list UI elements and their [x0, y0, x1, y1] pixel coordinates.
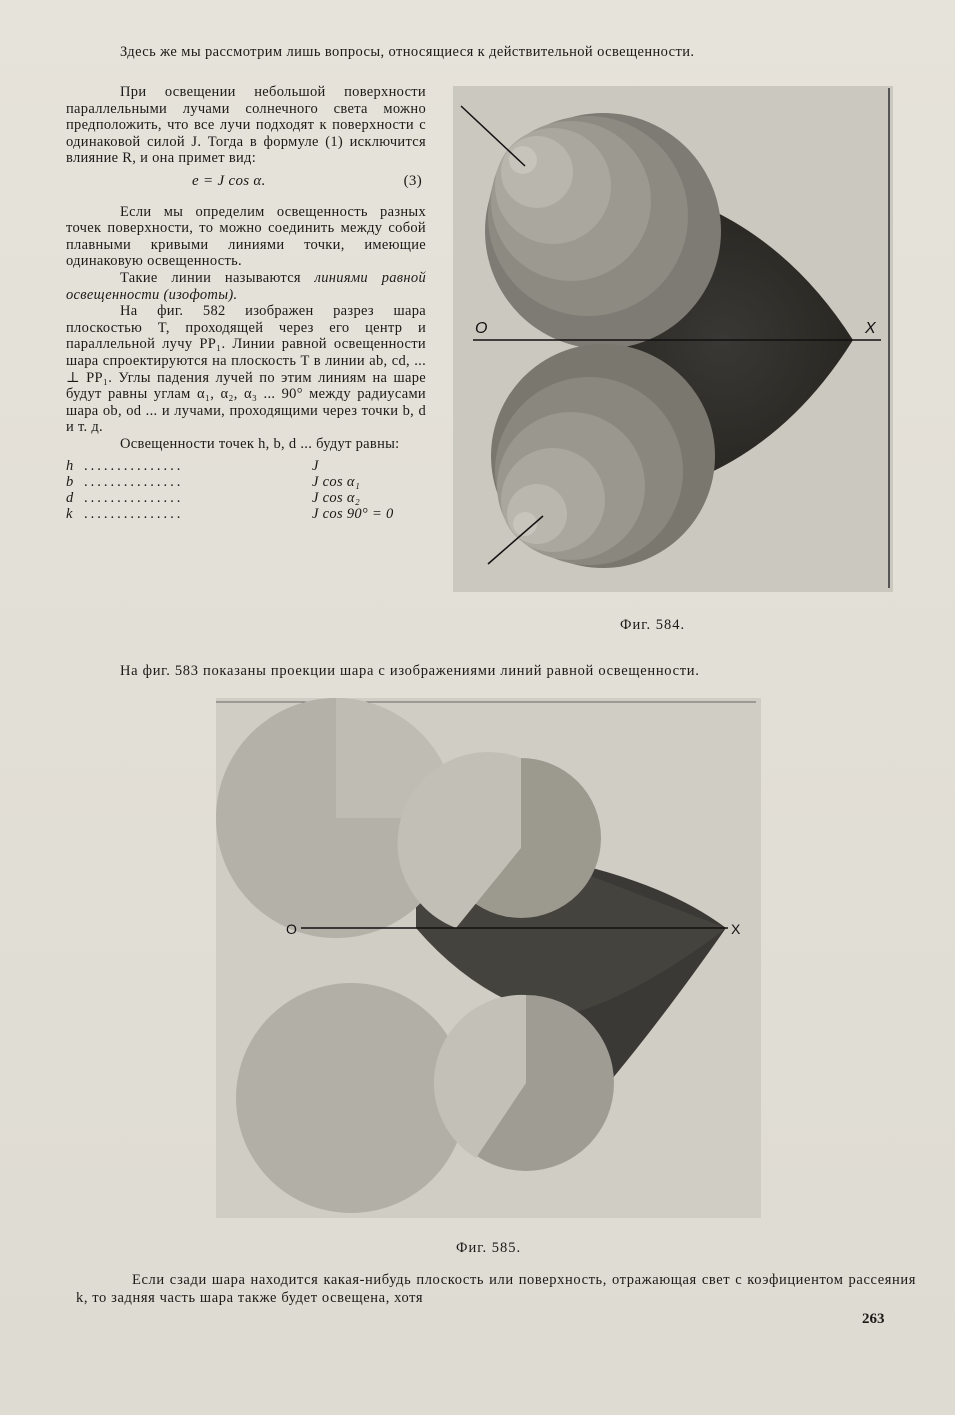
value-label: h — [66, 458, 74, 475]
figure-583-text: На фиг. 583 показаны проекции шара с изображениями линий равной освещенности. — [120, 663, 700, 679]
value-row — [66, 506, 426, 522]
figure-585 — [216, 698, 761, 1218]
figure-584 — [453, 86, 893, 592]
isophote-lead: Такие линии называются — [120, 269, 315, 286]
value-expression: J — [312, 458, 319, 475]
page-number: 263 — [862, 1311, 885, 1327]
axis-label-o: O — [475, 320, 488, 337]
value-expression: J cos α₂ — [312, 490, 361, 507]
isophote-term: линиями равной освещенности — [66, 269, 426, 303]
formula-3 — [66, 173, 426, 190]
paragraph-fig582: На фиг. 582 изображен разрез шара плоскостью T, проходящей через его центр и параллельной лучу PP₁. Линии равной освещенности шара спроектируются на плоскость T в линии ab, cd, ... ⊥ PP₁. Углы падения лучей по этим линиям на шаре будут равны углам α₁, α₂, α₃ ... 90° между радиусами шара ob, od ... и лучами, проходящими через точки b, d и т. д. — [66, 303, 426, 436]
value-label: b — [66, 474, 74, 491]
value-dots: ............... — [84, 474, 184, 491]
value-label: k — [66, 506, 73, 523]
formula-expression: e = J cos α. — [192, 172, 266, 189]
axis-label-o: O — [286, 921, 297, 937]
value-dots: ............... — [84, 506, 184, 523]
value-row — [66, 474, 426, 490]
figure-585-caption: Фиг. 585. — [456, 1240, 522, 1256]
value-expression: J cos 90° = 0 — [312, 506, 394, 523]
value-dots: ............... — [84, 490, 184, 507]
illumination-values — [66, 458, 426, 522]
axis-label-x: X — [731, 921, 741, 937]
isophote-paren: (изофоты). — [159, 286, 238, 303]
intro-text: Здесь же мы рассмотрим лишь вопросы, относящиеся к действительной освещенности. — [120, 44, 695, 60]
paragraph-curves: Если мы определим освещенность разных точек поверхности, то можно соединить между собой плавными кривыми линиями точки, имеющие одинаковую освещенность. — [66, 203, 426, 270]
bottom-text: Если сзади шара находится какая-нибудь плоскость или поверхность, отражающая свет с коэфициентом рассеяния k, то задняя часть шара также будет освещена, хотя — [76, 1272, 916, 1306]
axis-label-x: X — [865, 320, 876, 337]
paragraph-values-intro: Освещенности точек h, b, d ... будут равны: — [120, 435, 400, 452]
intro-paragraph — [66, 44, 891, 61]
value-row — [66, 458, 426, 474]
value-row — [66, 490, 426, 506]
figure-584-caption: Фиг. 584. — [620, 617, 686, 633]
paragraph-illumination: При освещении небольшой поверхности параллельными лучами солнечного света можно предположить, что все лучи подходят к поверхности с одинаковой силой J. Тогда в формуле (1) исключится влияние R, и она примет вид: — [66, 84, 426, 167]
value-dots: ............... — [84, 458, 184, 475]
left-column — [66, 84, 426, 522]
value-label: d — [66, 490, 74, 507]
paragraph-isophotes — [66, 270, 426, 303]
formula-number: (3) — [403, 172, 422, 189]
figure-584-drawing — [453, 86, 893, 592]
figure-585-drawing — [216, 698, 761, 1218]
value-expression: J cos α₁ — [312, 474, 361, 491]
bottom-paragraph — [76, 1271, 916, 1307]
